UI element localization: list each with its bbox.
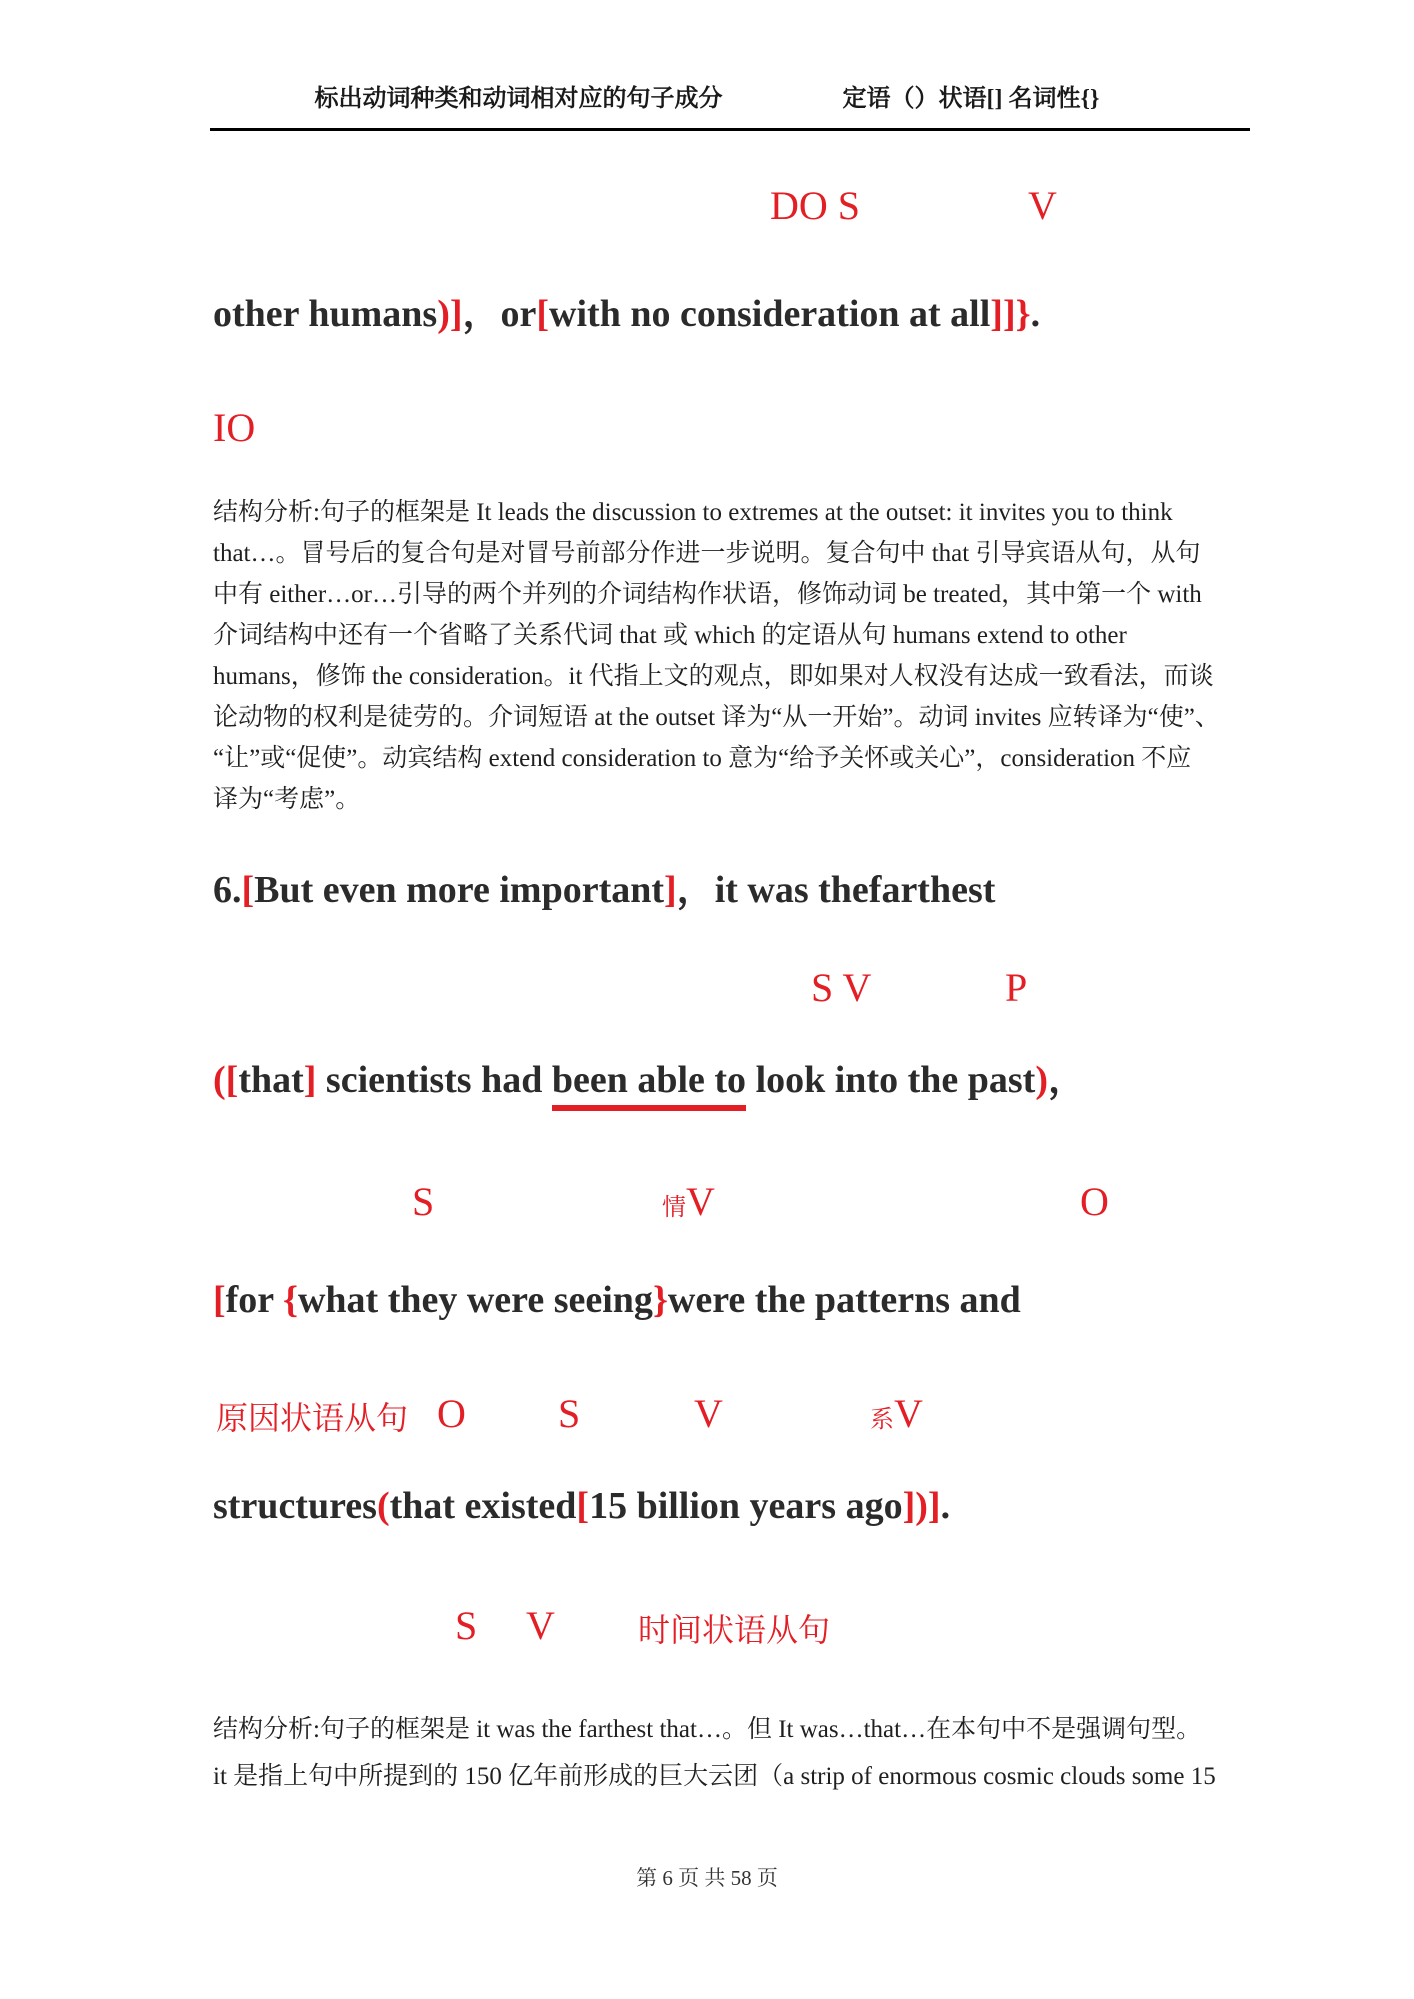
grammar-label-reason-clause: 原因状语从句 [216, 1400, 409, 1436]
structure-analysis-paragraph-1: 结构分析:句子的框架是 It leads the discussion to extremes at the outset: it invites you to think that…。冒号后的复合句是对冒号前部分作进一步说明。复合句中 that 引导宾语从句，从句 中有 either…or…引导的两个并列的介词结构作状语，修饰动词 be treated，其中第一个 with 介词结构中还有一个省略了关系代词 that 或 which 的定语从句 humans extend to other humans，修饰 the consideration。it 代指上文的观点，即如果对人权没有达成一致看法，而谈 论动物的权利是徒劳的。介词短语 at the outset 译为“从一开始”。动词 invites 应转译为“使”、 “让”或“促使”。动宾结构 extend consideration to 意为“给予关怀或关心”，consideration 不应 译为“考虑”。 [213, 499, 1220, 813]
header-right-text: 定语（）状语[] 名词性{} [842, 86, 1100, 112]
grammar-label-v-1: V [1028, 183, 1057, 228]
grammar-label-time-clause: 时间状语从句 [638, 1612, 831, 1648]
grammar-label-p: P [1005, 965, 1028, 1010]
modal-v-letter: V [686, 1179, 715, 1224]
grammar-label-row-6 [0, 1594, 1414, 1646]
grammar-label-s-4: S [455, 1603, 478, 1648]
grammar-label-row-5 [0, 1382, 1414, 1434]
grammar-label-io: IO [213, 405, 256, 450]
grammar-label-do-s: DO S [770, 183, 861, 228]
grammar-label-s-v: S V [811, 965, 872, 1010]
grammar-label-row-2 [0, 396, 1414, 448]
grammar-label-row-3 [0, 956, 1414, 1008]
copula-prefix: 系 [870, 1407, 894, 1433]
sentence-6-structures: structures(that existed[15 billion years ago])]. [213, 1485, 951, 1527]
page-header [0, 78, 1414, 113]
grammar-label-row-4 [0, 1170, 1414, 1222]
grammar-label-v-3: V [694, 1391, 723, 1436]
sentence-6-for-clause: [for {what they were seeing}were the patterns and [213, 1279, 1021, 1321]
header-rule [210, 128, 1250, 131]
grammar-label-v-4: V [526, 1603, 555, 1648]
grammar-label-o-3: O [437, 1391, 466, 1436]
sentence-6-heading: 6.[But even more important]，it was thefarthest [213, 869, 996, 911]
grammar-label-copula-v [870, 1391, 923, 1436]
grammar-label-modal-v [662, 1179, 715, 1224]
sentence-6-that-clause: ([that] scientists had been able to look into the past)， [213, 1056, 1086, 1105]
page-number-footer: 第 6 页 共 58 页 [636, 1866, 778, 1890]
modal-prefix: 情 [662, 1195, 686, 1221]
structure-analysis-paragraph-2: 结构分析:句子的框架是 it was the farthest that…。但 It was…that…在本句中不是强调句型。 it 是指上句中所提到的 150 亿年前形成的巨大云团（a strip of enormous cosmic clouds some 15 [213, 1716, 1216, 1790]
grammar-label-s-3: S [558, 1391, 581, 1436]
grammar-label-s-2: S [412, 1179, 435, 1224]
copula-v-letter: V [894, 1391, 923, 1436]
grammar-label-row-1 [0, 174, 1414, 226]
header-left-text: 标出动词种类和动词相对应的句子成分 [314, 86, 723, 112]
sentence-continuation-other-humans: other humans)]，or[with no consideration at all]]}. [213, 293, 1041, 335]
grammar-label-o-2: O [1080, 1179, 1109, 1224]
